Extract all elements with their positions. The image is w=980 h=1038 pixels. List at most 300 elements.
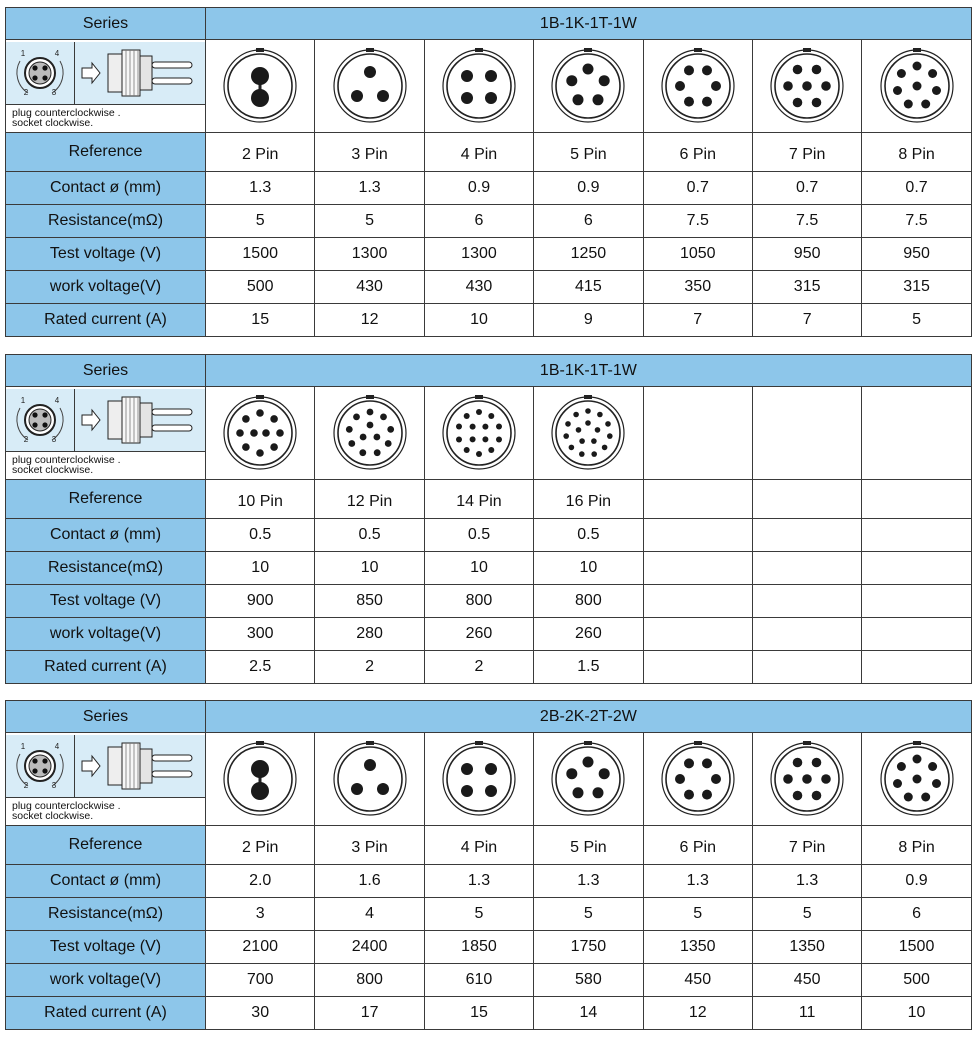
resistance-value: 5: [752, 898, 861, 931]
pin-contact: [586, 408, 592, 414]
connector-image-cell: [534, 733, 643, 826]
reference-value: 10 Pin: [206, 480, 315, 519]
work-voltage-value: 260: [424, 618, 533, 651]
connector-inner-ring: [338, 747, 402, 811]
test-voltage-value: 900: [206, 585, 315, 618]
svg-text:4: 4: [54, 742, 60, 751]
pin-contact: [573, 787, 584, 798]
connector-image-cell: [643, 387, 752, 480]
pin-contact: [903, 793, 912, 802]
pin-contact: [353, 414, 360, 421]
pin-contact: [606, 421, 612, 427]
pin-contact: [251, 760, 269, 778]
test-voltage-label: Test voltage (V): [6, 238, 206, 271]
test-voltage-value: 1250: [534, 238, 643, 271]
connector-face-icon: [221, 394, 299, 472]
pin-contact: [351, 783, 363, 795]
test-voltage-value: 1300: [315, 238, 424, 271]
reference-value: 7 Pin: [752, 133, 861, 172]
orientation-cell: [6, 387, 206, 480]
connector-key-notch: [803, 741, 811, 745]
pin-contact: [359, 449, 366, 456]
orientation-cell: [6, 40, 206, 133]
connector-image-cell: [315, 733, 424, 826]
rated-current-value: 7: [643, 304, 752, 337]
reference-row: [6, 133, 972, 172]
rotation-note-line2: socket clockwise.: [12, 810, 94, 822]
rated-current-value: 10: [862, 997, 971, 1030]
rated-current-value: 2: [315, 651, 424, 684]
resistance-value: 6: [424, 205, 533, 238]
reference-value: 7 Pin: [752, 826, 861, 865]
pin-contact: [380, 414, 387, 421]
plug-arrow-icon: [78, 737, 202, 795]
orientation-diagram: [6, 389, 205, 477]
series-label: Series: [6, 355, 206, 387]
work-voltage-row: [6, 271, 972, 304]
test-voltage-value: 800: [424, 585, 533, 618]
work-voltage-label: work voltage(V): [6, 964, 206, 997]
reference-value: 6 Pin: [643, 826, 752, 865]
connector-key-notch: [366, 395, 374, 399]
rated-current-value: [862, 651, 971, 684]
pin-contact: [236, 429, 244, 437]
connector-face-icon: [659, 740, 737, 818]
connector-key-notch: [475, 395, 483, 399]
connector-face-icon: [768, 740, 846, 818]
pin-contact: [496, 437, 502, 443]
contact-value: 1.6: [315, 865, 424, 898]
pin-contact: [702, 97, 712, 107]
connector-image-cell: [424, 40, 533, 133]
work-voltage-row: [6, 964, 972, 997]
pin-contact: [793, 758, 803, 768]
connector-image-cell: [206, 733, 315, 826]
orientation-diagram: [6, 42, 205, 130]
pin-contact: [488, 447, 494, 453]
pin-contact: [373, 449, 380, 456]
diagram-plug-panel: [75, 389, 205, 451]
pin-contact: [366, 422, 373, 429]
pin-contact: [675, 81, 685, 91]
connector-key-notch: [256, 48, 264, 52]
reference-row: [6, 826, 972, 865]
work-voltage-value: 500: [206, 271, 315, 304]
pin-contact: [256, 449, 264, 457]
rotation-note-line1: plug counterclockwise .: [12, 107, 121, 119]
contact-value: 0.5: [315, 519, 424, 552]
pin-contact: [580, 438, 586, 444]
reference-value: 3 Pin: [315, 826, 424, 865]
work-voltage-value: [752, 618, 861, 651]
pin-contact: [586, 420, 592, 426]
svg-text:1: 1: [20, 742, 26, 751]
contact-value: [752, 519, 861, 552]
work-voltage-value: 415: [534, 271, 643, 304]
reference-value: 8 Pin: [862, 133, 971, 172]
contact-value: 1.3: [424, 865, 533, 898]
connector-image-cell: [424, 387, 533, 480]
resistance-value: 3: [206, 898, 315, 931]
pin-contact: [470, 424, 476, 430]
connector-key-notch: [475, 741, 483, 745]
connector-face-icon: [440, 740, 518, 818]
pin-contact: [270, 443, 278, 451]
connector-face-icon: [331, 394, 409, 472]
contact-value: 0.5: [424, 519, 533, 552]
resistance-value: 5: [534, 898, 643, 931]
test-voltage-value: [752, 585, 861, 618]
pin-contact: [932, 779, 941, 788]
test-voltage-value: 1500: [862, 931, 971, 964]
connector-image-cell: [752, 733, 861, 826]
rated-current-value: [643, 651, 752, 684]
pin-contact: [262, 429, 270, 437]
pin-contact: [485, 763, 497, 775]
connector-key-notch: [256, 741, 264, 745]
resistance-value: 6: [534, 205, 643, 238]
pin-contact: [812, 758, 822, 768]
connector-face-icon: [440, 394, 518, 472]
connector-image-cell: [315, 40, 424, 133]
contact-value: 0.9: [862, 865, 971, 898]
contact-value: 0.5: [206, 519, 315, 552]
connector-image-cell: [206, 387, 315, 480]
rated-current-label: Rated current (A): [6, 304, 206, 337]
work-voltage-value: 450: [752, 964, 861, 997]
pin-contact: [488, 413, 494, 419]
work-voltage-label: work voltage(V): [6, 271, 206, 304]
svg-text:2: 2: [23, 781, 29, 790]
pin-contact: [364, 759, 376, 771]
test-voltage-value: 1850: [424, 931, 533, 964]
contact-value: 2.0: [206, 865, 315, 898]
test-voltage-value: [862, 585, 971, 618]
resistance-row: [6, 552, 972, 585]
svg-text:2: 2: [23, 88, 29, 97]
contact-value: 1.3: [752, 865, 861, 898]
contact-value: 0.7: [752, 172, 861, 205]
mini-connector-icon: [12, 738, 68, 794]
pin-contact: [821, 81, 831, 91]
pin-contact: [593, 94, 604, 105]
series-row: [6, 355, 972, 387]
rated-current-value: 11: [752, 997, 861, 1030]
rated-current-value: 30: [206, 997, 315, 1030]
connector-face-icon: [331, 47, 409, 125]
svg-text:4: 4: [54, 396, 60, 405]
resistance-label: Resistance(mΩ): [6, 898, 206, 931]
connector-key-notch: [256, 395, 264, 399]
pin-contact: [599, 768, 610, 779]
rated-current-value: 15: [424, 997, 533, 1030]
contact-value: 1.3: [315, 172, 424, 205]
test-voltage-value: 2100: [206, 931, 315, 964]
work-voltage-value: 300: [206, 618, 315, 651]
connector-key-notch: [366, 48, 374, 52]
plug-arrow-icon: [78, 391, 202, 449]
pin-contact: [602, 445, 608, 451]
resistance-value: 4: [315, 898, 424, 931]
resistance-row: [6, 205, 972, 238]
reference-value: 5 Pin: [534, 133, 643, 172]
svg-text:1: 1: [20, 396, 26, 405]
pin-contact: [607, 433, 613, 439]
pin-contact: [377, 783, 389, 795]
connector-key-notch: [913, 741, 921, 745]
pin-contact: [702, 790, 712, 800]
connector-key-notch: [913, 48, 921, 52]
work-voltage-value: 280: [315, 618, 424, 651]
contact-row: [6, 865, 972, 898]
pin-contact: [592, 451, 598, 457]
reference-value: 16 Pin: [534, 480, 643, 519]
connector-image-cell: [862, 733, 971, 826]
contact-label: Contact ø (mm): [6, 519, 206, 552]
pin-contact: [566, 421, 572, 427]
pin-contact: [464, 413, 470, 419]
diagram-plug-panel: [75, 735, 205, 797]
rated-current-value: [752, 651, 861, 684]
pin-contact: [684, 790, 694, 800]
resistance-label: Resistance(mΩ): [6, 205, 206, 238]
resistance-value: 5: [643, 898, 752, 931]
work-voltage-value: 580: [534, 964, 643, 997]
pin-contact: [251, 67, 269, 85]
pin-contact: [496, 424, 502, 430]
connector-inner-ring: [338, 54, 402, 118]
rated-current-label: Rated current (A): [6, 651, 206, 684]
rated-current-value: 17: [315, 997, 424, 1030]
test-voltage-row: [6, 931, 972, 964]
test-voltage-value: 1350: [643, 931, 752, 964]
test-voltage-value: 850: [315, 585, 424, 618]
resistance-value: [862, 552, 971, 585]
test-voltage-value: [643, 585, 752, 618]
connector-image-cell: [206, 40, 315, 133]
diagram-graphics: [6, 389, 205, 451]
reference-value: 4 Pin: [424, 133, 533, 172]
test-voltage-row: [6, 238, 972, 271]
pin-contact: [242, 443, 250, 451]
diagram-face-panel: [6, 735, 75, 797]
pin-contact: [812, 65, 822, 75]
work-voltage-value: 260: [534, 618, 643, 651]
reference-value: 8 Pin: [862, 826, 971, 865]
svg-text:3: 3: [51, 435, 57, 444]
work-voltage-value: 315: [862, 271, 971, 304]
pin-contact: [896, 69, 905, 78]
resistance-value: 10: [315, 552, 424, 585]
work-voltage-value: 610: [424, 964, 533, 997]
rated-current-value: 2: [424, 651, 533, 684]
spec-table: [5, 354, 972, 684]
pin-contact: [567, 768, 578, 779]
rotation-note-line1: plug counterclockwise .: [12, 454, 121, 466]
pin-contact: [256, 409, 264, 417]
resistance-row: [6, 898, 972, 931]
reference-value: [643, 480, 752, 519]
connector-face-icon: [549, 394, 627, 472]
work-voltage-value: 430: [424, 271, 533, 304]
pin-contact: [583, 757, 594, 768]
pin-contact: [932, 86, 941, 95]
pin-contact: [351, 90, 363, 102]
test-voltage-label: Test voltage (V): [6, 931, 206, 964]
rated-current-value: 5: [862, 304, 971, 337]
series-name: 2B-2K-2T-2W: [206, 701, 972, 733]
pin-contact: [345, 426, 352, 433]
resistance-value: 10: [534, 552, 643, 585]
pin-contact: [250, 429, 258, 437]
pin-contact: [251, 89, 269, 107]
reference-label: Reference: [6, 826, 206, 865]
pin-contact: [461, 70, 473, 82]
pin-contact: [912, 755, 921, 764]
pin-contact: [702, 65, 712, 75]
pin-contact: [591, 438, 597, 444]
work-voltage-value: 450: [643, 964, 752, 997]
pin-contact: [802, 774, 812, 784]
pin-contact: [684, 97, 694, 107]
connector-face-icon: [549, 740, 627, 818]
connector-image-row: [6, 387, 972, 480]
test-voltage-value: 1750: [534, 931, 643, 964]
pin-contact: [364, 66, 376, 78]
rated-current-value: 12: [315, 304, 424, 337]
pin-contact: [366, 409, 373, 416]
pin-contact: [912, 775, 921, 784]
connector-key-notch: [584, 48, 592, 52]
reference-row: [6, 480, 972, 519]
connector-face-icon: [768, 47, 846, 125]
contact-value: [862, 519, 971, 552]
pin-contact: [793, 98, 803, 108]
svg-text:3: 3: [51, 781, 57, 790]
contact-value: 0.5: [534, 519, 643, 552]
svg-text:1: 1: [20, 49, 26, 58]
connector-key-notch: [475, 48, 483, 52]
diagram-plug-panel: [75, 42, 205, 104]
pin-contact: [573, 94, 584, 105]
pin-contact: [711, 774, 721, 784]
pin-contact: [599, 75, 610, 86]
test-voltage-value: 2400: [315, 931, 424, 964]
contact-value: 1.3: [206, 172, 315, 205]
orientation-diagram: [6, 735, 205, 823]
pin-contact: [476, 451, 482, 457]
pin-contact: [812, 791, 822, 801]
connector-key-notch: [584, 395, 592, 399]
rated-current-value: 1.5: [534, 651, 643, 684]
pin-contact: [251, 782, 269, 800]
pin-contact: [821, 774, 831, 784]
connector-face-icon: [659, 47, 737, 125]
diagram-face-panel: [6, 42, 75, 104]
resistance-value: 10: [424, 552, 533, 585]
pin-contact: [912, 62, 921, 71]
pin-contact: [928, 69, 937, 78]
pin-contact: [348, 440, 355, 447]
work-voltage-value: 800: [315, 964, 424, 997]
reference-value: 5 Pin: [534, 826, 643, 865]
rotation-note: [6, 104, 205, 130]
resistance-value: 10: [206, 552, 315, 585]
diagram-face-panel: [6, 389, 75, 451]
connector-image-cell: [862, 40, 971, 133]
connector-image-cell: [643, 733, 752, 826]
pin-contact: [574, 412, 580, 418]
spec-table: [5, 700, 972, 1030]
connector-image-cell: [315, 387, 424, 480]
connector-key-notch: [803, 48, 811, 52]
pin-contact: [583, 64, 594, 75]
pin-contact: [242, 415, 250, 423]
rated-current-value: 2.5: [206, 651, 315, 684]
pin-contact: [579, 451, 585, 457]
work-voltage-value: 430: [315, 271, 424, 304]
resistance-value: 5: [315, 205, 424, 238]
pin-contact: [684, 758, 694, 768]
connector-image-cell: [862, 387, 971, 480]
contact-value: 0.9: [424, 172, 533, 205]
pin-contact: [359, 434, 366, 441]
resistance-value: 5: [206, 205, 315, 238]
reference-value: [752, 480, 861, 519]
pin-contact: [476, 409, 482, 415]
rated-current-value: 12: [643, 997, 752, 1030]
work-voltage-row: [6, 618, 972, 651]
pin-contact: [384, 440, 391, 447]
reference-label: Reference: [6, 133, 206, 172]
pin-contact: [373, 434, 380, 441]
pin-contact: [270, 415, 278, 423]
connector-image-cell: [752, 40, 861, 133]
contact-value: 0.7: [643, 172, 752, 205]
pin-contact: [567, 75, 578, 86]
plug-arrow-icon: [78, 44, 202, 102]
connector-image-cell: [424, 733, 533, 826]
rotation-note: [6, 797, 205, 823]
test-voltage-value: 1500: [206, 238, 315, 271]
rated-current-value: 7: [752, 304, 861, 337]
pin-contact: [564, 433, 570, 439]
pin-contact: [485, 92, 497, 104]
series-label: Series: [6, 701, 206, 733]
pin-contact: [802, 81, 812, 91]
rotation-note-line1: plug counterclockwise .: [12, 800, 121, 812]
rated-current-row: [6, 651, 972, 684]
connector-image-cell: [534, 40, 643, 133]
pin-contact: [387, 426, 394, 433]
connector-image-cell: [752, 387, 861, 480]
series-label: Series: [6, 8, 206, 40]
rated-current-value: 15: [206, 304, 315, 337]
connector-inner-ring: [447, 747, 511, 811]
series-row: [6, 8, 972, 40]
contact-value: 1.3: [534, 865, 643, 898]
connector-image-row: [6, 40, 972, 133]
pin-contact: [921, 100, 930, 109]
resistance-value: 7.5: [643, 205, 752, 238]
rated-current-value: 9: [534, 304, 643, 337]
connector-face-icon: [878, 47, 956, 125]
resistance-value: [643, 552, 752, 585]
rated-current-value: 14: [534, 997, 643, 1030]
reference-value: 2 Pin: [206, 133, 315, 172]
spec-table: [5, 7, 972, 337]
pin-contact: [783, 81, 793, 91]
